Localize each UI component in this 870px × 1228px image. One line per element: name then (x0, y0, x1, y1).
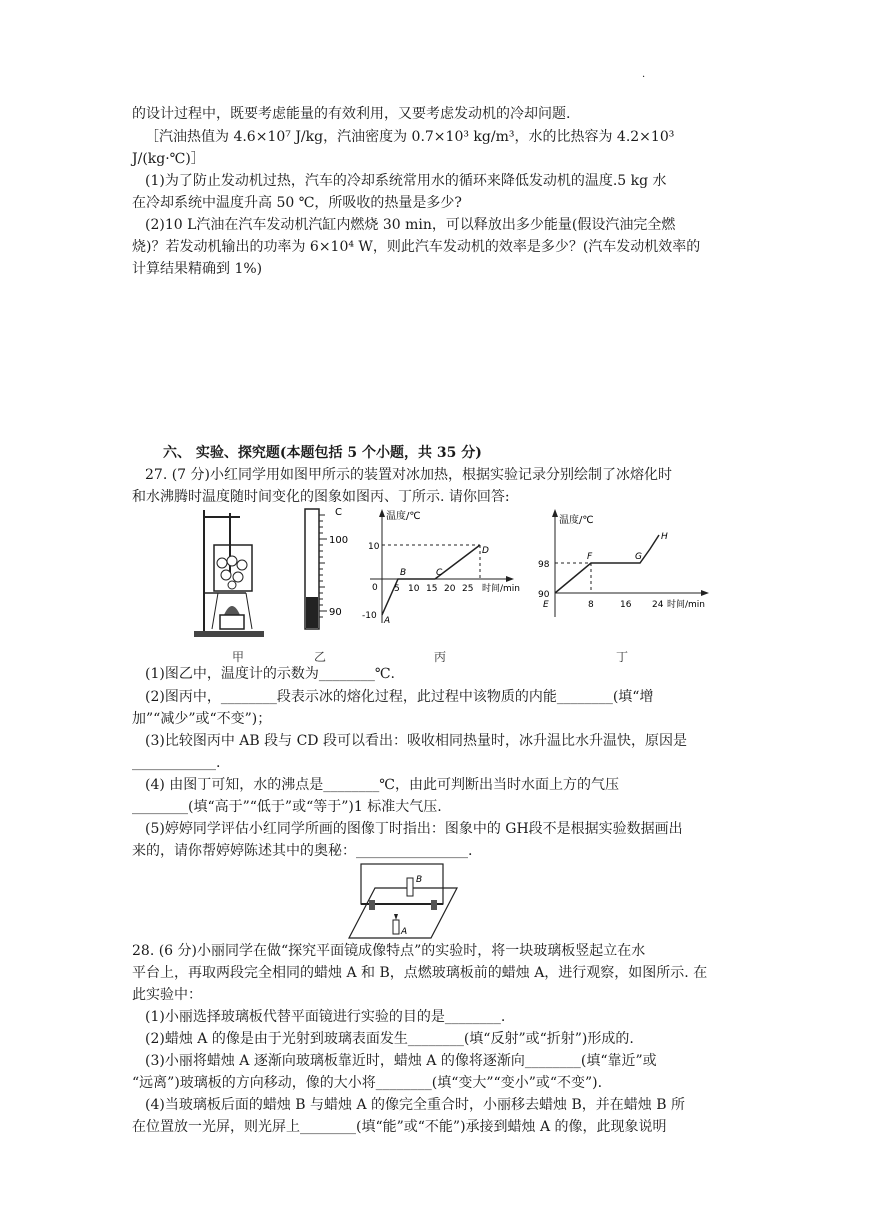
thermometer-unit: C (335, 507, 342, 518)
graph-bing-point: D (482, 546, 489, 556)
graph-ding-ytick: 90 (538, 590, 550, 600)
graph-bing-xtick: 15 (426, 584, 438, 594)
question-27-part: 来的，请你帮婷婷陈述其中的奥秘：________________. (132, 843, 473, 859)
graph-bing-xtick: 25 (462, 584, 474, 594)
figure-bing-graph (360, 505, 525, 635)
question-28-line: 平台上，再取两段完全相同的蜡烛 A 和 B，点燃玻璃板前的蜡烛 A，进行观察，如图所示. 在 (132, 965, 708, 981)
graph-bing-xlabel: 时间/min (482, 584, 521, 594)
question-27-part: (5)婷婷同学评估小红同学所画的图像丁时指出：图象中的 GH段不是根据实验数据画出 (145, 821, 683, 837)
figure-yi-thermometer (295, 505, 355, 645)
graph-bing-point: A (384, 616, 391, 626)
section-heading: 六、 实验、探究题(本题包括 5 个小题，共 35 分) (163, 445, 482, 461)
graph-bing-xtick: 5 (394, 584, 400, 594)
caption-bing: 丙 (434, 650, 447, 664)
question-27-intro: 27. (7 分)小红同学用如图甲所示的装置对冰加热，根据实验记录分别绘制了冰熔化时 (145, 467, 672, 483)
thermometer-label-90: 90 (329, 607, 342, 618)
graph-bing-xtick: 10 (408, 584, 420, 594)
caption-ding: 丁 (616, 650, 629, 664)
question-27-part: (3)比较图丙中 AB 段与 CD 段可以看出：吸收相同热量时，冰升温比水升温快，原因是 (145, 733, 687, 749)
graph-bing-ytick: 10 (368, 542, 380, 552)
caption-yi: 乙 (314, 650, 327, 664)
caption-jia: 甲 (232, 650, 245, 664)
text-line: 烧)？若发动机输出的功率为 6×10⁴ W，则此汽车发动机的效率是多少？(汽车发动机效率的 (132, 239, 701, 255)
candle-a-label: A (401, 927, 408, 937)
question-28-line: (1)小丽选择玻璃板代替平面镜进行实验的目的是________. (145, 1009, 506, 1025)
figure-plane-mirror-setup (345, 862, 460, 942)
figure-ding-graph (535, 505, 720, 625)
text-line: 计算结果精确到 1%) (132, 261, 263, 277)
graph-ding-xtick: 24 (652, 600, 664, 610)
thermometer-label-100: 100 (329, 535, 349, 546)
question-28-line: 在位置放一光屏，则光屏上________(填“能”或“不能”)承接到蜡烛 A 的像，此现象说明 (132, 1119, 667, 1135)
graph-ding-point: E (543, 600, 549, 610)
graph-bing-ylabel: 温度/℃ (386, 511, 421, 522)
corner-mark: · (642, 72, 646, 83)
graph-ding-ylabel: 温度/℃ (559, 515, 594, 526)
text-line: (2)10 L汽油在汽车发动机汽缸内燃烧 30 min，可以释放出多少能量(假设汽油完全燃 (145, 217, 676, 233)
text-line: (1)为了防止发动机过热，汽车的冷却系统常用水的循环来降低发动机的温度.5 kg 水 (145, 173, 667, 189)
question-27-part: (4) 由图丁可知，水的沸点是________℃，由此可判断出当时水面上方的气压 (145, 777, 619, 793)
question-28-line: 28. (6 分)小丽同学在做“探究平面镜成像特点”的实验时，将一块玻璃板竖起立在水 (132, 943, 646, 959)
question-27-part: (1)图乙中，温度计的示数为________℃. (145, 666, 395, 682)
candle-b-label: B (416, 875, 423, 885)
text-line: J/(kg·℃)］ (132, 151, 205, 167)
graph-ding-xtick: 8 (588, 600, 594, 610)
question-27-part: (2)图丙中，________段表示冰的熔化过程，此过程中该物质的内能________(填“增 (145, 689, 654, 705)
graph-bing-point: B (400, 568, 407, 578)
graph-bing-ytick: 0 (372, 583, 378, 593)
question-28-line: “远离”)玻璃板的方向移动，像的大小将________(填“变大”“变小”或“不变”). (132, 1075, 603, 1091)
question-28-line: (2)蜡烛 A 的像是由于光射到玻璃表面发生________(填“反射”或“折射”)形成的. (145, 1031, 634, 1047)
graph-ding-ytick: 98 (538, 560, 550, 570)
question-27-part: 加”“减少”或“不变”)； (132, 711, 272, 727)
question-28-line: (4)当玻璃板后面的蜡烛 B 与蜡烛 A 的像完全重合时，小丽移去蜡烛 B，并在蜡烛 B 所 (145, 1097, 685, 1113)
text-line: ［汽油热值为 4.6×10⁷ J/kg，汽油密度为 0.7×10³ kg/m³，水的比热容为 4.2×10³ (145, 129, 675, 145)
graph-ding-xlabel: 时间/min (667, 600, 706, 610)
question-27-part: ____________. (132, 755, 221, 771)
graph-bing-point: C (436, 568, 443, 578)
question-27-intro: 和水沸腾时温度随时间变化的图象如图丙、丁所示. 请你回答: (132, 489, 510, 505)
graph-bing-ytick: -10 (362, 611, 377, 621)
graph-ding-point: F (587, 552, 593, 562)
question-27-part: ________(填“高于”“低于”或“等于”)1 标准大气压. (132, 799, 442, 815)
question-28-line: 此实验中： (132, 987, 202, 1003)
graph-bing-xtick: 20 (444, 584, 456, 594)
text-line: 在冷却系统中温度升高 50 ℃，所吸收的热量是多少? (132, 195, 462, 211)
text-line: 的设计过程中，既要考虑能量的有效利用，又要考虑发动机的冷却问题. (132, 106, 571, 122)
figure-jia-apparatus (190, 505, 280, 645)
graph-ding-point: H (661, 532, 668, 542)
question-28-line: (3)小丽将蜡烛 A 逐渐向玻璃板靠近时，蜡烛 A 的像将逐渐向________(填“靠近”或 (145, 1053, 657, 1069)
graph-ding-point: G (635, 552, 642, 562)
graph-ding-xtick: 16 (620, 600, 632, 610)
